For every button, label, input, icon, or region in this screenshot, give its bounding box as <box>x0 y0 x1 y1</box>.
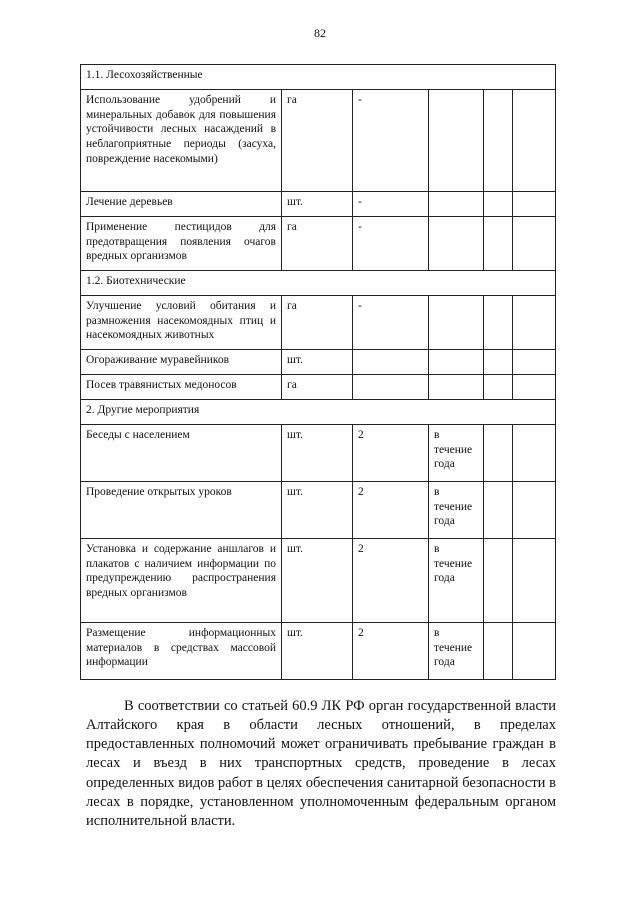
quantity-cell: 2 <box>353 539 429 623</box>
table-row <box>81 425 556 482</box>
unit-cell: шт. <box>282 623 353 680</box>
page-number: 82 <box>314 26 326 40</box>
table-row <box>81 375 556 400</box>
empty-cell <box>484 90 513 192</box>
measure-name: Размещение информационных материалов в средствах массовой информации <box>81 623 282 680</box>
empty-cell <box>484 482 513 539</box>
body-text <box>86 697 556 831</box>
term-cell: в течение года <box>429 482 484 539</box>
table-row <box>81 217 556 271</box>
measure-name: Использование удобрений и минеральных добавок для повышения устойчивости лесных насаждений в неблагоприятные периоды (засуха, повреждение насекомыми) <box>81 90 282 192</box>
term-cell <box>429 375 484 400</box>
measure-name: Проведение открытых уроков <box>81 482 282 539</box>
empty-cell <box>513 482 556 539</box>
term-cell: в течение года <box>429 539 484 623</box>
section-title: 1.2. Биотехнические <box>81 271 556 296</box>
empty-cell <box>513 375 556 400</box>
term-cell: в течение года <box>429 623 484 680</box>
empty-cell <box>513 217 556 271</box>
unit-cell: шт. <box>282 425 353 482</box>
empty-cell <box>513 296 556 350</box>
quantity-cell: 2 <box>353 425 429 482</box>
section-title: 1.1. Лесохозяйственные <box>81 65 556 90</box>
quantity-cell: - <box>353 296 429 350</box>
table-row <box>81 192 556 217</box>
section-title: 2. Другие мероприятия <box>81 400 556 425</box>
quantity-cell: 2 <box>353 623 429 680</box>
empty-cell <box>484 217 513 271</box>
unit-cell: шт. <box>282 192 353 217</box>
unit-cell: шт. <box>282 539 353 623</box>
section-header-row <box>81 400 556 425</box>
term-cell: в течение года <box>429 425 484 482</box>
measures-table <box>80 64 556 680</box>
unit-cell: га <box>282 90 353 192</box>
empty-cell <box>513 192 556 217</box>
measure-name: Применение пестицидов для предотвращения появления очагов вредных организмов <box>81 217 282 271</box>
measure-name: Беседы с населением <box>81 425 282 482</box>
empty-cell <box>484 375 513 400</box>
quantity-cell: - <box>353 192 429 217</box>
empty-cell <box>484 539 513 623</box>
table-row <box>81 482 556 539</box>
table-row <box>81 90 556 192</box>
measure-name: Лечение деревьев <box>81 192 282 217</box>
quantity-cell: - <box>353 217 429 271</box>
quantity-cell: 2 <box>353 482 429 539</box>
empty-cell <box>484 192 513 217</box>
unit-cell: га <box>282 217 353 271</box>
term-cell <box>429 90 484 192</box>
unit-cell: га <box>282 296 353 350</box>
empty-cell <box>513 539 556 623</box>
empty-cell <box>484 623 513 680</box>
measure-name: Установка и содержание аншлагов и плакатов с наличием информации по предупреждению распространения вредных организмов <box>81 539 282 623</box>
empty-cell <box>484 296 513 350</box>
unit-cell: га <box>282 375 353 400</box>
term-cell <box>429 217 484 271</box>
table-row <box>81 623 556 680</box>
unit-cell: шт. <box>282 350 353 375</box>
empty-cell <box>513 425 556 482</box>
term-cell <box>429 192 484 217</box>
measure-name: Улучшение условий обитания и размножения насекомоядных птиц и насекомоядных животных <box>81 296 282 350</box>
table-row <box>81 296 556 350</box>
quantity-cell <box>353 375 429 400</box>
term-cell <box>429 296 484 350</box>
table-row <box>81 539 556 623</box>
empty-cell <box>513 623 556 680</box>
quantity-cell: - <box>353 90 429 192</box>
empty-cell <box>513 90 556 192</box>
empty-cell <box>513 350 556 375</box>
table-row <box>81 350 556 375</box>
empty-cell <box>484 350 513 375</box>
paragraph: В соответствии со статьей 60.9 ЛК РФ орган государственной власти Алтайского края в области лесных отношений, в пределах предоставленных полномочий может ограничивать пребывание граждан в лесах и въезд в них транспортных средств, проведение в лесах определенных видов работ в целях обеспечения санитарной безопасности в лесах в порядке, установленном уполномоченным федеральным органом исполнительной власти. <box>86 698 556 829</box>
empty-cell <box>484 425 513 482</box>
measure-name: Посев травянистых медоносов <box>81 375 282 400</box>
section-header-row <box>81 65 556 90</box>
unit-cell: шт. <box>282 482 353 539</box>
measure-name: Огораживание муравейников <box>81 350 282 375</box>
section-header-row <box>81 271 556 296</box>
quantity-cell <box>353 350 429 375</box>
term-cell <box>429 350 484 375</box>
